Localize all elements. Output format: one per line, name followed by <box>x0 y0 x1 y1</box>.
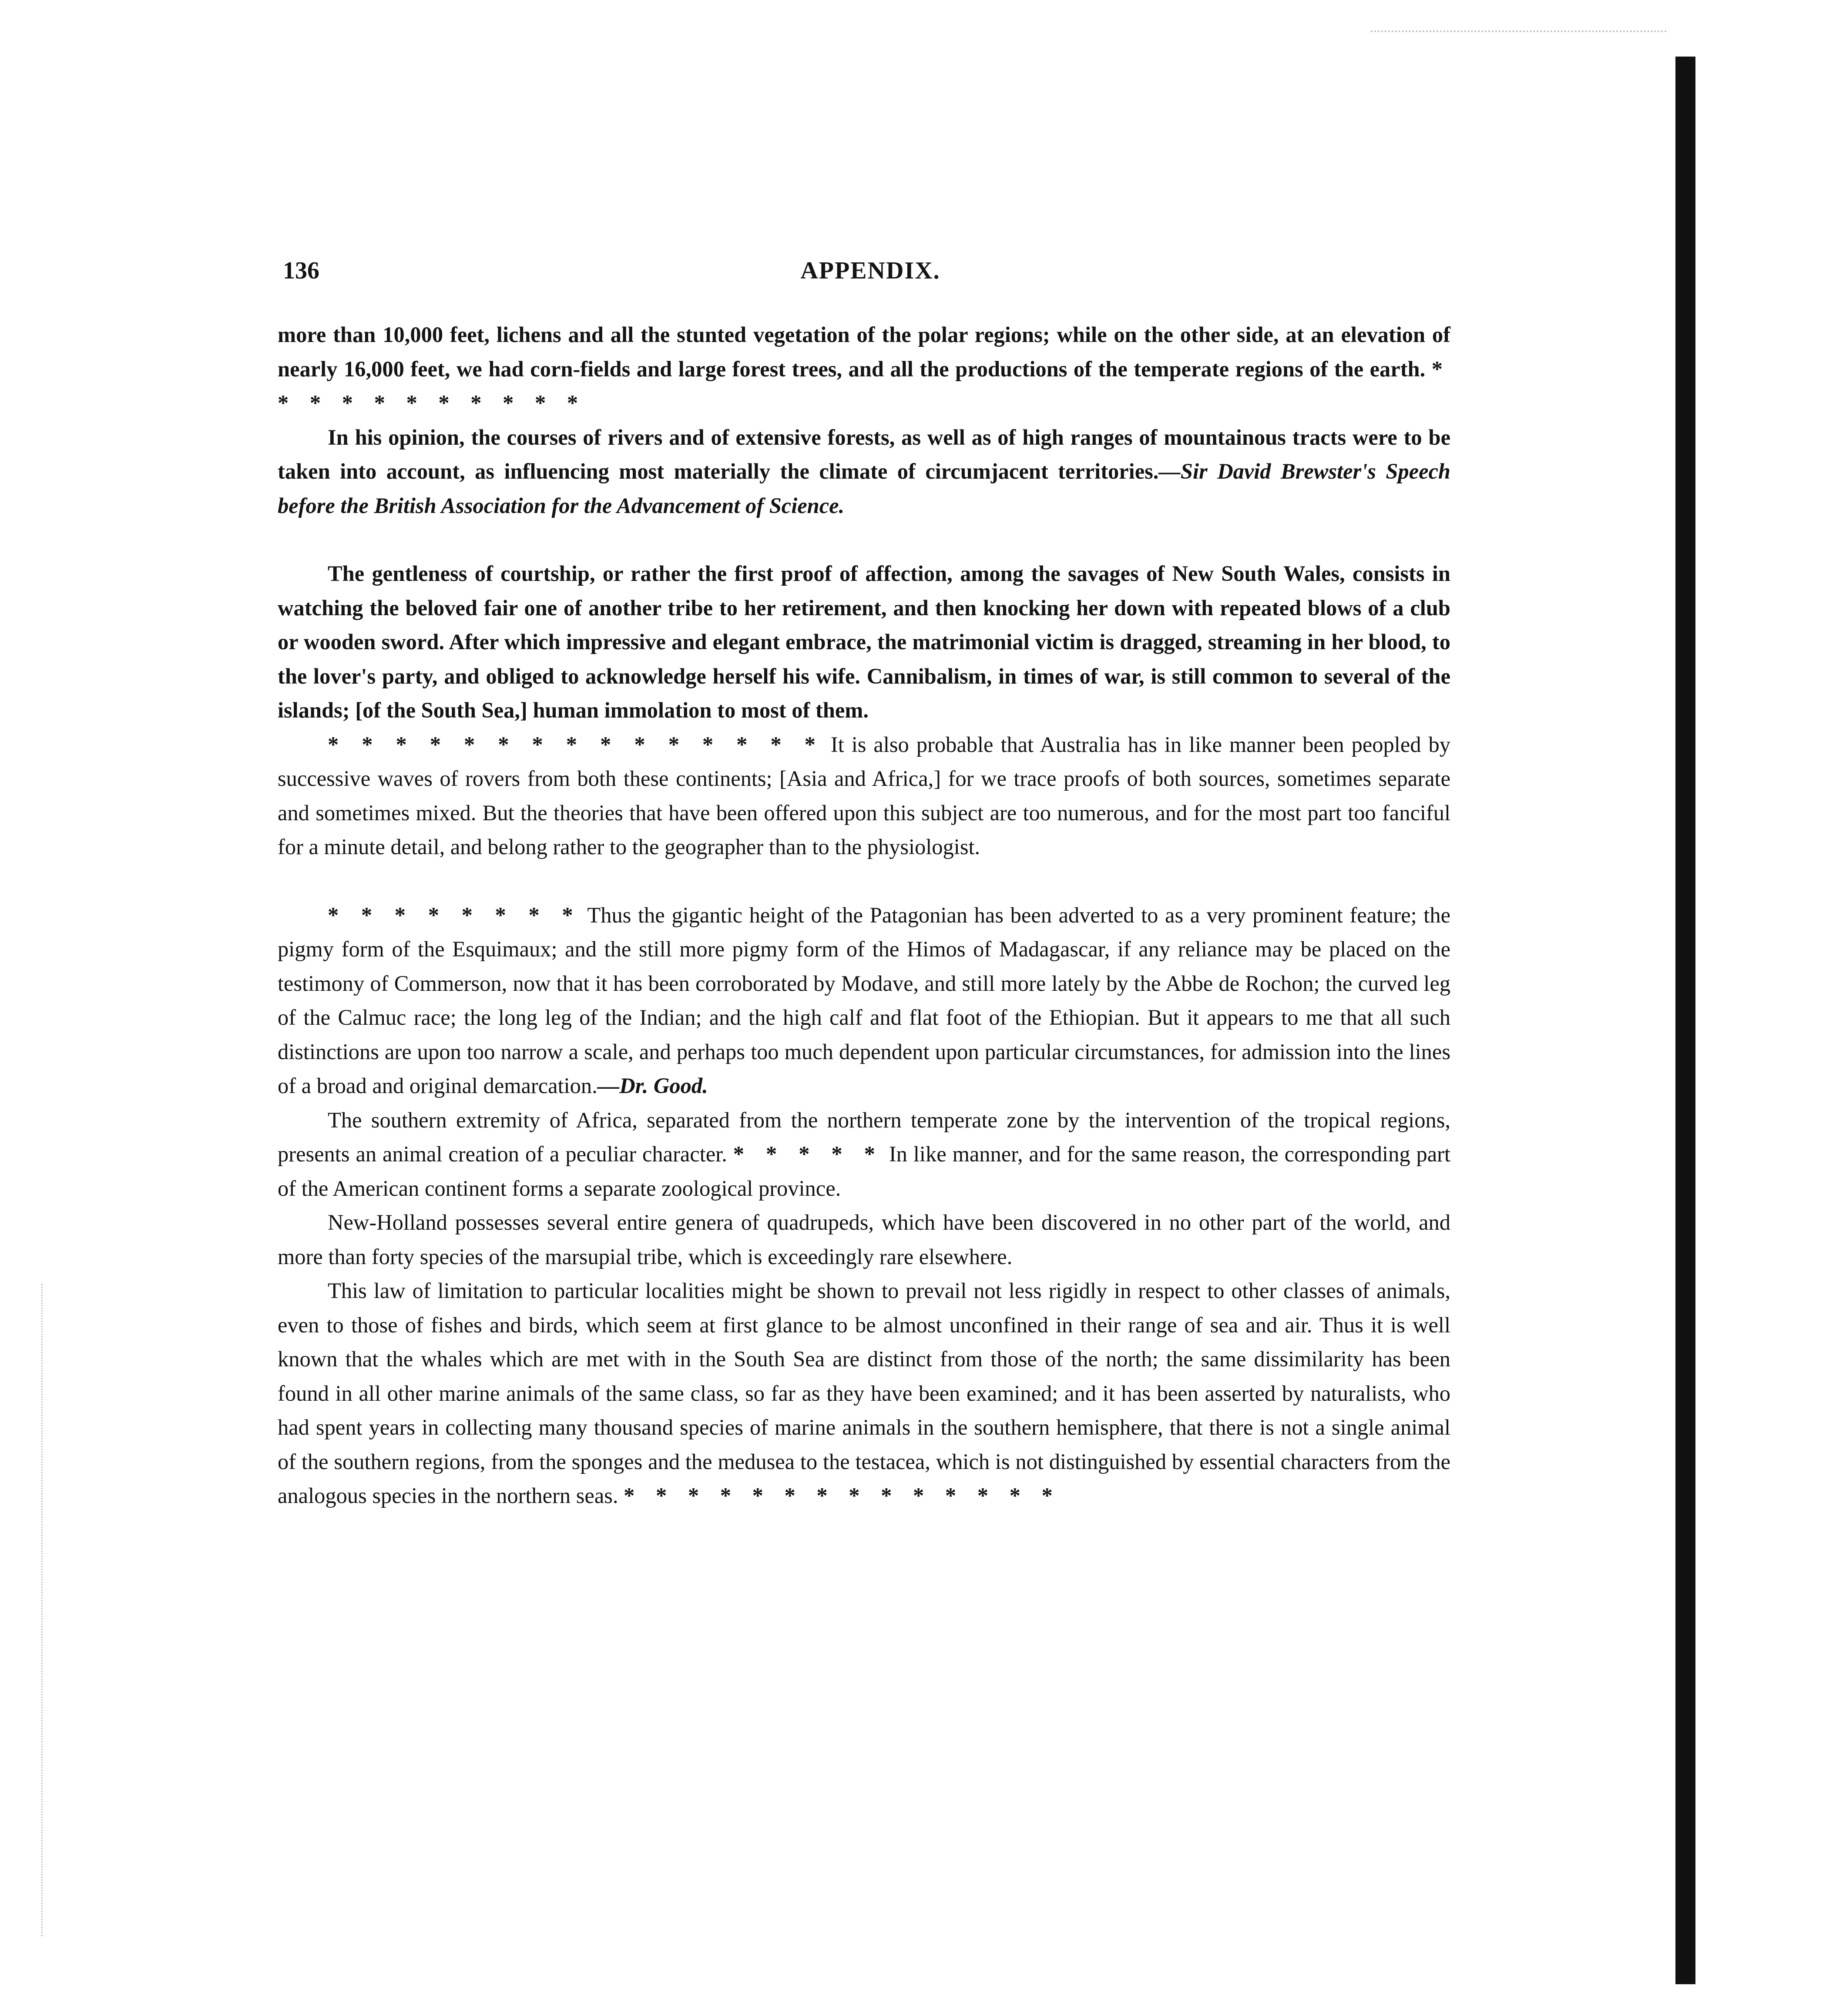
paragraph-new-holland <box>278 1205 1450 1274</box>
ellipsis-stars: * * * * * <box>733 1142 883 1166</box>
running-head: APPENDIX. <box>800 257 940 284</box>
ellipsis-stars: * * * * * * * * * * * * * * <box>624 1483 1061 1508</box>
ellipsis-stars: * * * * * * * * * * * * * * * <box>328 732 823 757</box>
attribution-good: —Dr. Good. <box>597 1073 708 1098</box>
attribution-brewster: —Sir David Brewster's Speech before the British Association for the Advancement of Science. <box>278 459 1450 518</box>
paragraph-text: Thus the gigantic height of the Patagonian has been adverted to as a very prominent feature; the pigmy form of the Esquimaux; and the still more pigmy form of the Himos of Madagascar, if any reliance may be placed on the testimony of Commerson, now that it has been corroborated by Modave, and still more lately by the Abbe de Rochon; the curved leg of the Calmuc race; the long leg of the Indian; and the high calf and flat foot of the Ethiopian. But it appears to me that all such distinctions are upon too narrow a scale, and perhaps too much dependent upon particular circumstances, for admission into the lines of a broad and original demarcation. <box>278 902 1450 1098</box>
ellipsis-stars: * * * * * * * * * * * <box>278 356 1450 415</box>
page-header <box>283 257 1458 296</box>
paragraph-text: The southern extremity of Africa, separated from the northern temperate zone by the intervention of the tropical regions, presents an animal creation of a peculiar character. <box>278 1107 1450 1166</box>
paragraph-text: The gentleness of courtship, or rather the first proof of affection, among the savages of New South Wales, consists in watching the beloved fair one of another tribe to her retirement, and then knocking her down with repeated blows of a club or wooden sword. After which impressive and elegant embrace, the matrimonial victim is dragged, streaming in her blood, to the lover's party, and obliged to acknowledge herself his wife. Cannibalism, in times of war, is still common to several of the islands; [of the South Sea,] human immolation to most of them. <box>278 561 1450 722</box>
ellipsis-stars: * * * * * * * * <box>328 902 581 927</box>
paragraph-southern-africa <box>278 1103 1450 1206</box>
paragraph-text: New-Holland possesses several entire genera of quadrupeds, which have been discovered in no other part of the world, and more than forty species of the marsupial tribe, which is exceedingly rare elsewhere. <box>278 1210 1450 1269</box>
paragraph-text: In like manner, and for the same reason, the corresponding part of the American continent forms a separate zoological province. <box>278 1142 1451 1201</box>
body-text <box>278 318 1450 1513</box>
paragraph-climate-opinion <box>278 420 1450 523</box>
paragraph-text: It is also probable that Australia has in like manner been peopled by successive waves of rovers from both these continents; [Asia and Africa,] for we trace proofs of both sources, sometimes separate and sometimes mixed. But the theories that have been offered upon this subject are too numerous, and for the most part too fanciful for a minute detail, and belong rather to the geographer than to the physiologist. <box>278 732 1451 859</box>
page-number: 136 <box>283 257 319 284</box>
paragraph-law-of-limitation <box>278 1274 1450 1513</box>
paragraph-australia-peopling <box>278 728 1450 864</box>
scan-edge-shadow <box>1675 57 1695 1984</box>
paragraph-polar-vegetation <box>278 318 1450 420</box>
paragraph-text: This law of limitation to particular localities might be shown to prevail not less rigidly in respect to other classes of animals, even to those of fishes and birds, which seem at first glance to be almost unconfined in their range of sea and air. Thus it is well known that the whales which are met with in the South Sea are distinct from those of the north; the same dissimilarity has been found in all other marine animals of the same class, so far as they have been examined; and it has been asserted by naturalists, who had spent years in collecting many thousand species of marine animals in the southern hemisphere, that there is not a single animal of the southern regions, from the sponges and the medusea to the testacea, which is not distinguished by essential characters from the analogous species in the northern seas. <box>278 1278 1450 1508</box>
paragraph-courtship <box>278 557 1450 728</box>
paragraph-text: more than 10,000 feet, lichens and all the stunted vegetation of the polar regions; while on the other side, at an elevation of nearly 16,000 feet, we had corn-fields and large forest trees, and all the productions of the temperate regions of the earth. <box>278 322 1450 381</box>
paragraph-text: In his opinion, the courses of rivers and of extensive forests, as well as of high ranges of mountainous tracts were to be taken into account, as influencing most materially the climate of circumjacent territories. <box>278 425 1450 483</box>
paragraph-patagonian <box>278 898 1450 1103</box>
scan-speckle-top <box>1371 30 1667 38</box>
scan-speckle-left <box>41 1284 46 1936</box>
